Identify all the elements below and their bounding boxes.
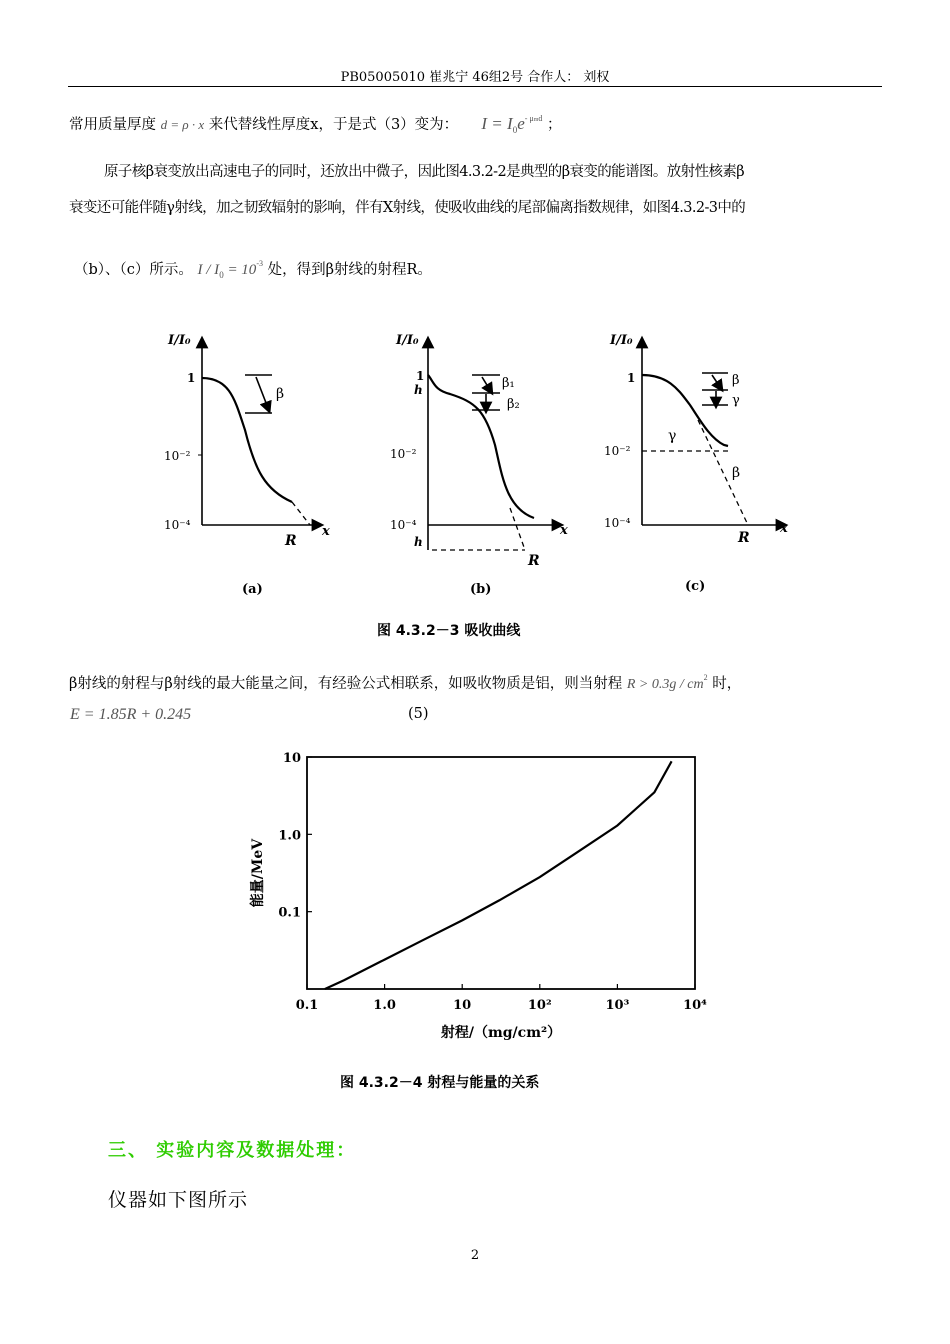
panel-b bbox=[390, 333, 568, 597]
legend-label: γ bbox=[732, 393, 740, 408]
tick-label: 10⁻⁴ bbox=[604, 516, 631, 530]
y-tick-label: 10 bbox=[282, 751, 301, 766]
curve-label: β bbox=[732, 465, 741, 481]
paragraph-mass-thickness bbox=[69, 109, 561, 140]
extrapolation-line bbox=[510, 508, 525, 550]
y-axis-label: I/I₀ bbox=[610, 333, 633, 348]
range-label: R bbox=[738, 530, 750, 546]
tick-label: 1 bbox=[187, 371, 196, 385]
legend-label: β₁ bbox=[502, 376, 515, 391]
text-segment: 来代替线性厚度x，于是式（3）变为： bbox=[208, 117, 459, 133]
series-line bbox=[325, 761, 672, 989]
y-axis-label: I/I₀ bbox=[396, 333, 419, 348]
extrapolation-line bbox=[292, 502, 310, 525]
formula-ratio: $I / I_0 = 10^{-3}$ bbox=[197, 259, 263, 280]
text-segment: 常用质量厚度 bbox=[69, 117, 156, 133]
tick-label: 10⁻⁴ bbox=[164, 518, 191, 532]
range-energy-chart bbox=[240, 745, 720, 1055]
tick-label: 10⁻² bbox=[604, 444, 631, 458]
formula-d: d = ρ · x bbox=[160, 117, 205, 132]
extrapolation-line bbox=[698, 420, 748, 525]
x-tick-label: 10⁴ bbox=[683, 998, 707, 1013]
instrument-text: 仪器如下图所示 bbox=[108, 1189, 249, 1211]
x-axis-label: x bbox=[560, 523, 568, 538]
figure-caption: 图 4.3.2－3 吸收曲线 bbox=[377, 623, 521, 639]
x-tick-label: 1.0 bbox=[373, 998, 396, 1013]
y-tick-label: 1.0 bbox=[278, 828, 301, 844]
tick-label: 1 bbox=[416, 369, 425, 383]
tick-label: 10⁻² bbox=[164, 449, 191, 463]
range-label: R bbox=[285, 533, 297, 549]
header-rule bbox=[68, 86, 882, 87]
legend-label: β bbox=[276, 386, 285, 402]
formula-energy: E = 1.85R + 0.245 bbox=[70, 706, 192, 723]
x-axis-label: x bbox=[322, 524, 330, 539]
tick-label: h bbox=[414, 383, 423, 397]
y-tick-label: 0.1 bbox=[278, 905, 301, 921]
tick-label: 10⁻⁴ bbox=[390, 518, 417, 532]
x-tick-label: 10² bbox=[527, 998, 552, 1013]
plot-frame bbox=[307, 757, 695, 989]
panel-label: (b) bbox=[470, 582, 492, 597]
paragraph-range-energy: β射线的射程与β射线的最大能量之间，有经验公式相联系，如吸收物质是铝，则当射程 $R > 0.3g / cm^2$ 时， bbox=[69, 673, 742, 692]
tick-label: h bbox=[414, 535, 423, 549]
panel-c bbox=[604, 333, 788, 594]
page-number: 2 bbox=[470, 1248, 480, 1263]
chart-caption: 图 4.3.2－4 射程与能量的关系 bbox=[340, 1075, 540, 1091]
x-axis-label: 射程/（mg/cm²） bbox=[440, 1025, 562, 1041]
paragraph-line: （b）、（c）所示。 $I / I_0 = 10^{-3}$ 处，得到β射线的射程R。 bbox=[74, 259, 432, 280]
paragraph-line: 原子核β衰变放出高速电子的同时，还放出中微子，因此图4.3.2-2是典型的β衰变的能谱图。放射性核素β bbox=[104, 164, 745, 180]
text-segment: ； bbox=[546, 117, 562, 133]
panel-label: (c) bbox=[685, 579, 706, 594]
legend-label: β₂ bbox=[507, 397, 520, 412]
equation-number: (5) bbox=[408, 706, 429, 722]
formula-intensity: $I = I_0e^{- \mu md}$ bbox=[481, 114, 543, 135]
panel-label: (a) bbox=[242, 582, 263, 597]
tick-label: 10⁻² bbox=[390, 447, 417, 461]
legend-label: β bbox=[732, 373, 740, 388]
panel-a bbox=[164, 333, 330, 597]
curve-label: γ bbox=[668, 428, 677, 444]
page-header: PB05005010 崔兆宁 46组2号 合作人： 刘权 bbox=[340, 70, 610, 85]
absorption-curves-figure bbox=[150, 320, 800, 610]
formula-condition: $R > 0.3g / cm^2$ bbox=[626, 673, 708, 692]
y-axis-label: 能量/MeV bbox=[250, 838, 266, 908]
tick-label: 1 bbox=[627, 371, 636, 385]
x-axis-label: x bbox=[780, 521, 788, 536]
absorption-curve bbox=[642, 375, 728, 446]
x-tick-label: 10 bbox=[453, 998, 472, 1013]
x-tick-label: 10³ bbox=[605, 998, 630, 1013]
section-heading: 三、 实验内容及数据处理： bbox=[108, 1140, 357, 1161]
x-tick-label: 0.1 bbox=[295, 998, 319, 1013]
range-label: R bbox=[528, 553, 540, 569]
paragraph-line: 衰变还可能伴随γ射线，加之韧致辐射的影响，伴有X射线，使吸收曲线的尾部偏离指数规律，如图4.3.2-3中的 bbox=[69, 200, 746, 216]
y-axis-label: I/I₀ bbox=[168, 333, 191, 348]
